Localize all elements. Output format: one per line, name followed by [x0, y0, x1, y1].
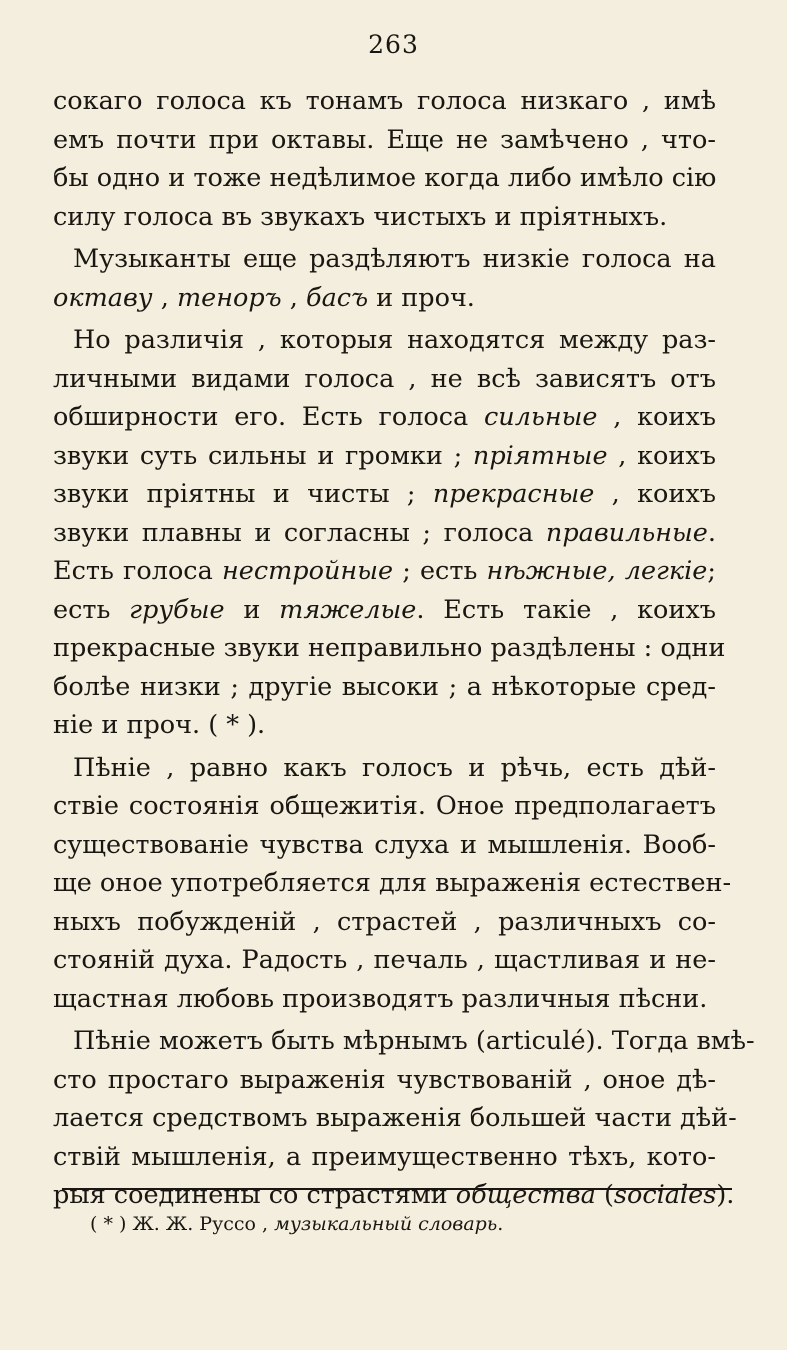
text-line: [53, 826, 716, 865]
text-line: [53, 240, 716, 279]
italic-text: нестройные: [221, 556, 394, 586]
italic-text: нѣжные, легкіе: [486, 556, 708, 586]
text-run: .: [707, 517, 716, 548]
text-run: сто простаго выраженія чувствованій , оное дѣ-: [53, 1064, 716, 1095]
text-line: [53, 1138, 716, 1177]
text-run: Пѣніе можетъ быть мѣрнымъ (articulé). Тогда вмѣ-: [73, 1026, 755, 1056]
text-run: ніе и проч. ( * ).: [53, 710, 266, 740]
paragraph: [53, 321, 726, 745]
text-line: [53, 279, 716, 318]
text-run: , коихъ: [594, 479, 716, 509]
text-line: [53, 629, 726, 668]
text-line: [53, 749, 716, 788]
text-line: [53, 360, 716, 399]
text-line: [53, 864, 732, 903]
text-run: ныхъ побужденій , страстей , различныхъ со-: [53, 906, 716, 937]
italic-text: пріятные: [472, 440, 608, 471]
text-run: стояній духа. Радость , печаль , щастливая и не-: [53, 945, 716, 975]
text-run: ).: [716, 1180, 735, 1210]
page-number: 263: [368, 30, 419, 59]
italic-text: sociales: [613, 1180, 717, 1210]
text-run: Но различія , которыя находятся между раз-: [73, 325, 716, 355]
text-line: [53, 552, 716, 591]
text-run: лается средствомъ выраженія большей части дѣй-: [53, 1103, 737, 1133]
italic-text: октаву: [53, 282, 153, 313]
text-run: Пѣніе , равно какъ голосъ и рѣчь, есть дѣй-: [73, 752, 716, 783]
body-text: [53, 82, 755, 1215]
text-run: (: [595, 1180, 614, 1210]
text-run: . Есть такіе , коихъ: [416, 594, 717, 625]
text-run: существованіе чувства слуха и мышленія. Вооб-: [53, 829, 716, 860]
text-run: личными видами голоса , не всѣ зависятъ отъ: [53, 363, 716, 394]
text-line: [53, 980, 716, 1019]
italic-text: тяжелые: [279, 594, 417, 625]
text-run: ствій мышленія, а преимущественно тѣхъ, кото-: [53, 1141, 716, 1172]
text-run: Есть голоса: [53, 556, 222, 586]
text-line: [53, 398, 716, 437]
text-run: ,: [281, 282, 307, 313]
text-run: и проч.: [368, 282, 475, 313]
italic-text: сильные: [484, 402, 598, 432]
text-line: [53, 668, 716, 707]
text-line: [53, 706, 716, 745]
text-run: и: [224, 594, 280, 625]
text-line: [53, 82, 716, 121]
text-line: [53, 1022, 755, 1061]
text-line: [53, 591, 716, 630]
text-run: болѣе низки ; другіе высоки ; а нѣкоторые сред-: [53, 671, 716, 702]
text-run: бы одно и тоже недѣлимое когда либо имѣло сію: [53, 163, 717, 193]
text-run: сокаго голоса къ тонамъ голоса низкаго , имѣ: [53, 86, 716, 116]
text-run: емъ почти при октавы. Еще не замѣчено , чтo-: [53, 124, 716, 155]
text-run: .: [497, 1213, 504, 1235]
text-run: обширности его. Есть голоса: [53, 402, 485, 432]
text-run: щастная любовь производятъ различныя пѣсни.: [53, 983, 708, 1014]
text-run: рыя соединены со страстями: [53, 1180, 456, 1210]
italic-text: теноръ: [176, 282, 282, 313]
text-line: [53, 121, 716, 160]
paragraph: [53, 1022, 755, 1215]
italic-text: музыкальный словарь: [274, 1213, 498, 1235]
text-line: [53, 514, 716, 553]
italic-text: прекрасные: [432, 479, 595, 509]
text-run: силу голоса въ звукахъ чистыхъ и пріятныхъ.: [53, 201, 668, 232]
text-run: , коихъ: [607, 440, 716, 471]
paragraph: [53, 240, 716, 317]
paragraph: [53, 82, 716, 236]
italic-text: правильные: [545, 517, 708, 548]
text-run: есть: [53, 594, 130, 625]
text-line: [53, 1099, 737, 1138]
text-line: [53, 198, 716, 237]
text-run: звуки суть сильны и громки ;: [53, 440, 473, 471]
footnote-divider: [62, 1188, 732, 1190]
text-run: Музыканты еще раздѣляютъ низкіе голоса на: [73, 244, 716, 274]
text-run: звуки пріятны и чисты ;: [53, 479, 433, 509]
text-run: ствіе состоянія общежитія. Оное предполагаетъ: [53, 791, 716, 821]
italic-text: басъ: [306, 282, 369, 313]
text-run: , коихъ: [597, 402, 716, 432]
text-line: [53, 903, 716, 942]
text-run: ,: [152, 282, 177, 313]
text-run: ( * ) Ж. Ж. Руссо ,: [90, 1213, 275, 1235]
text-run: ; есть: [393, 556, 487, 586]
text-run: прекрасные звуки неправильно раздѣлены : одни: [53, 633, 726, 663]
text-line: [53, 941, 716, 980]
paragraph: [53, 749, 732, 1019]
footnote: [90, 1210, 710, 1238]
text-line: [53, 1176, 735, 1215]
text-line: [53, 787, 716, 826]
text-line: [53, 437, 716, 476]
text-line: [53, 475, 716, 514]
text-line: [53, 159, 716, 198]
text-run: ;: [707, 556, 716, 586]
text-line: [53, 321, 716, 360]
text-run: ще оное употребляется для выраженія естествен-: [53, 868, 732, 898]
italic-text: грубые: [129, 594, 225, 625]
italic-text: общества: [455, 1180, 596, 1210]
text-line: [53, 1061, 716, 1100]
text-run: звуки плавны и согласны ; голоса: [53, 517, 546, 548]
